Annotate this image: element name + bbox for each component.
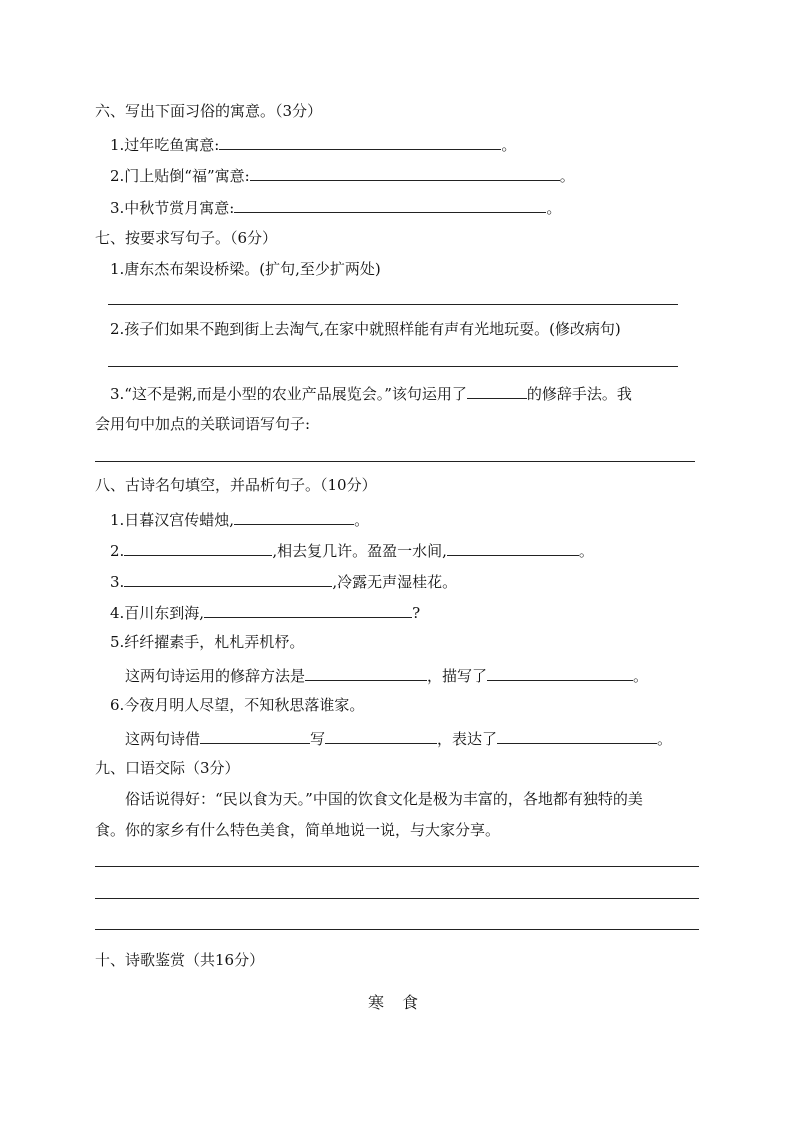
section-9-heading: 九、口语交际（3分） [95,759,240,777]
s9-answer-line-2[interactable] [95,898,699,899]
s8-q1: 1.日暮汉宫传蜡烛, 。 [110,508,369,530]
s8-q5-rhetoric-blank[interactable] [305,664,427,681]
s8-q3-blank[interactable] [124,570,332,587]
s7-q2: 2.孩子们如果不跑到街上去淘气,在家中就照样能有声有光地玩耍。(修改病句) [110,320,621,338]
s8-q2-blank-1[interactable] [124,539,272,556]
s8-q2: 2. ,相去复几许。盈盈一水间, 。 [110,539,594,561]
s8-q4-blank[interactable] [204,601,412,618]
s8-q6-blank-1[interactable] [200,727,310,744]
s7-q3-answer-line[interactable] [95,461,695,462]
section-6-heading: 六、写出下面习俗的寓意。（3分） [95,102,323,120]
s8-q3: 3. ,冷露无声湿桂花。 [110,570,457,592]
s9-answer-line-1[interactable] [95,866,699,867]
s8-q6-blank-2[interactable] [325,727,437,744]
s7-q3-continued: 会用句中加点的关联词语写句子: [95,415,311,433]
section-7-heading: 七、按要求写句子。（6分） [95,229,278,247]
s7-q3-rhetoric-blank[interactable] [467,382,527,399]
s8-q4: 4.百川东到海, ? [110,601,420,623]
poem-title: 寒食 [368,993,437,1012]
s9-paragraph-line-2: 食。你的家乡有什么特色美食，简单地说一说，与大家分享。 [95,821,501,839]
s6-q3: 3.中秋节赏月寓意: 。 [110,196,561,218]
s8-q5-analysis: 这两句诗运用的修辞方法是 ，描写了 。 [125,664,648,686]
s8-q5: 5.纤纤擢素手，札札弄机杼。 [110,633,305,651]
s6-q2: 2.门上贴倒“福”寓意: 。 [110,164,575,186]
section-8-heading: 八、古诗名句填空，并品析句子。（10分） [95,476,377,494]
s8-q6: 6.今夜月明人尽望，不知秋思落谁家。 [110,696,365,714]
s8-q5-depiction-blank[interactable] [487,664,633,681]
s6-q2-answer-blank[interactable] [250,164,560,181]
s6-q1: 1.过年吃鱼寓意: 。 [110,133,516,155]
s7-q1: 1.唐东杰布架设桥梁。(扩句,至少扩两处) [110,260,381,278]
s6-q1-answer-blank[interactable] [219,133,501,150]
s9-paragraph-line-1: 俗话说得好：“民以食为天。”中国的饮食文化是极为丰富的，各地都有独特的美 [125,790,643,808]
s6-q3-answer-blank[interactable] [234,196,546,213]
s7-q1-answer-line[interactable] [108,304,678,305]
section-10-heading: 十、诗歌鉴赏（共16分） [95,951,265,969]
s7-q3: 3.“这不是粥,而是小型的农业产品展览会。”该句运用了 的修辞手法。我 [110,382,632,404]
s8-q1-blank[interactable] [234,508,354,525]
s8-q6-blank-3[interactable] [497,727,657,744]
s8-q6-analysis: 这两句诗借 写 ，表达了 。 [125,727,672,749]
s9-answer-line-3[interactable] [95,929,699,930]
s7-q2-answer-line[interactable] [108,366,678,367]
s8-q2-blank-2[interactable] [447,539,579,556]
